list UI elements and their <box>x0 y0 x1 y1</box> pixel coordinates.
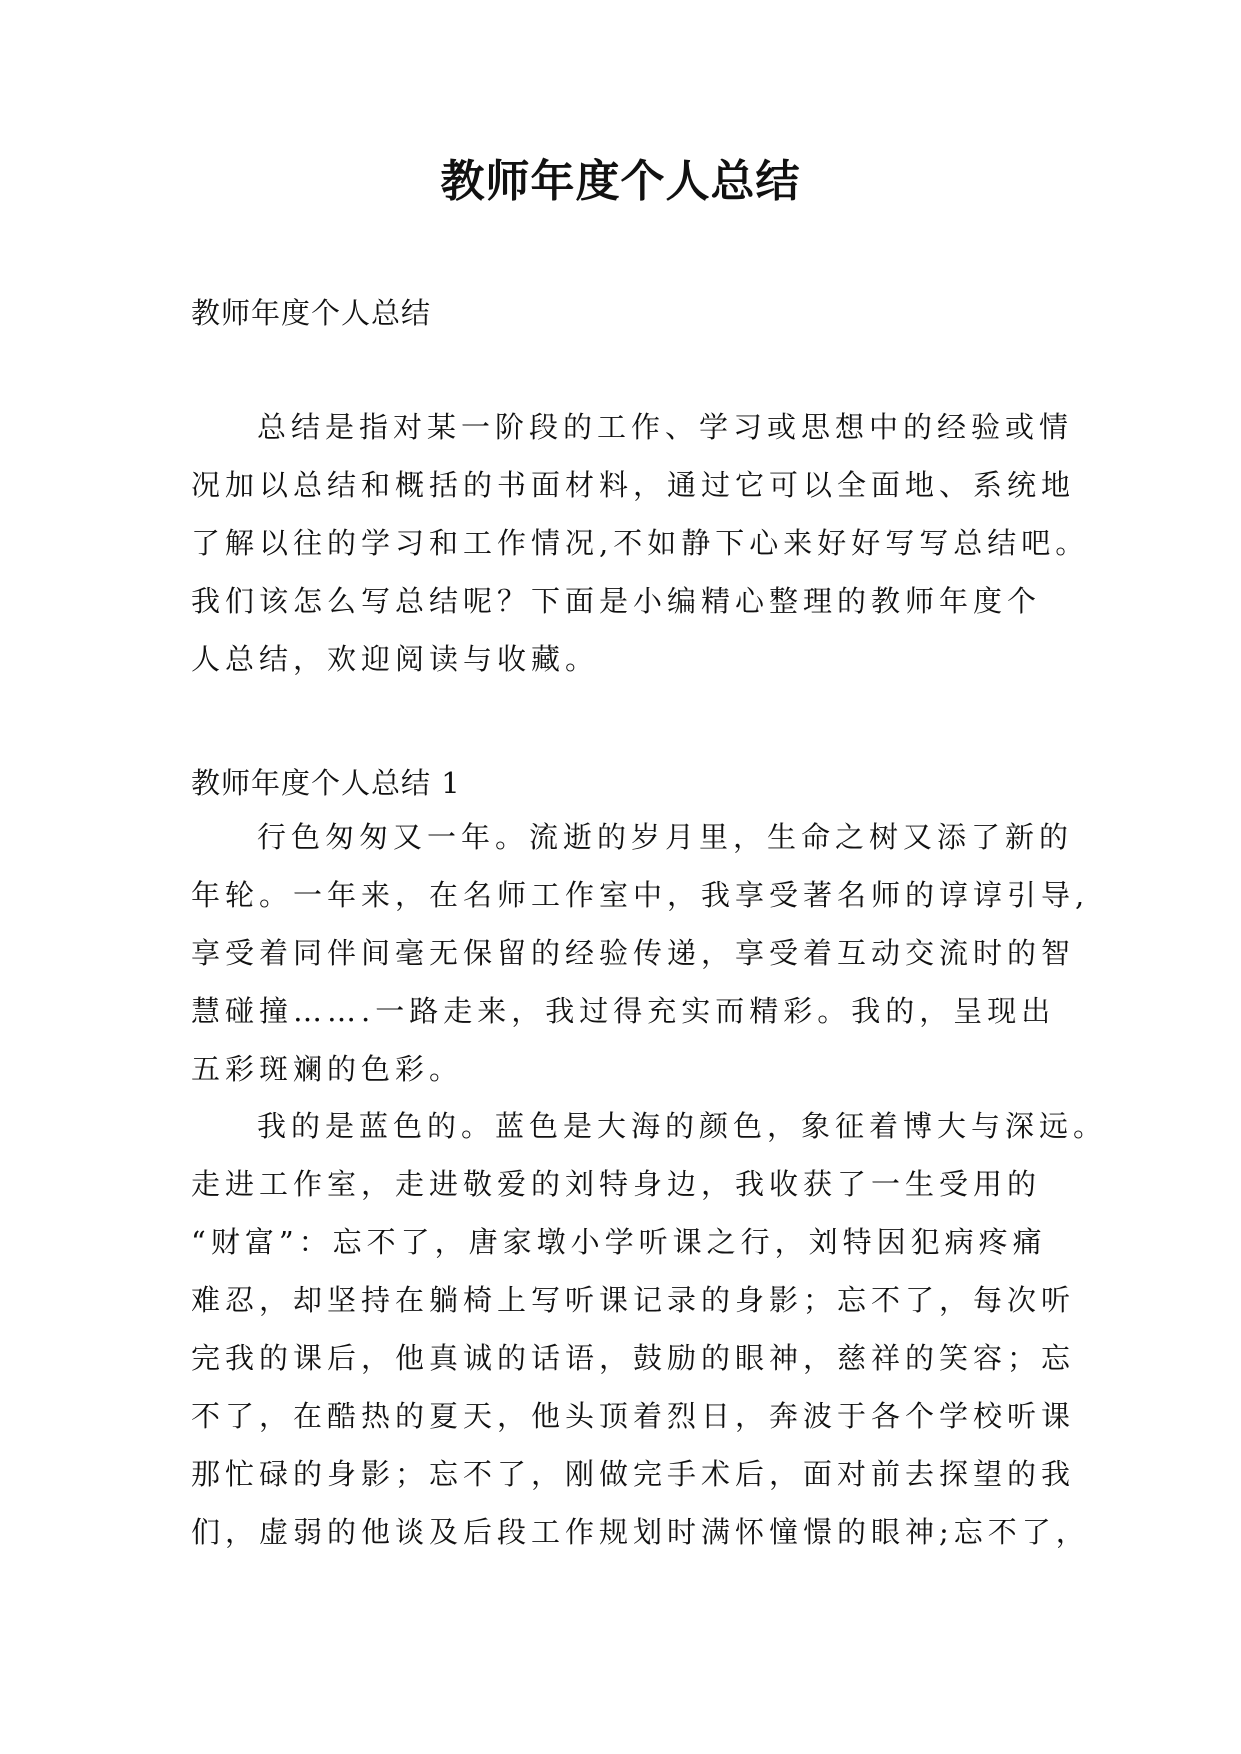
paragraph-line: 不了，在酷热的夏天，他头顶着烈日，奔波于各个学校听课 <box>191 1399 1076 1433</box>
section-heading: 教师年度个人总结 1 <box>191 766 461 800</box>
document-subtitle: 教师年度个人总结 <box>191 296 432 330</box>
paragraph-line: 难忍，却坚持在躺椅上写听课记录的身影；忘不了，每次听 <box>191 1283 1076 1317</box>
paragraph-line: 行色匆匆又一年。流逝的岁月里，生命之树又添了新的 <box>257 820 1074 854</box>
paragraph-line: 走进工作室，走进敬爱的刘特身边，我收获了一生受用的 <box>191 1167 1042 1201</box>
paragraph-line: 我的是蓝色的。蓝色是大海的颜色，象征着博大与深远。 <box>257 1109 1108 1143</box>
intro-line: 我们该怎么写总结呢？下面是小编精心整理的教师年度个 <box>191 584 1042 618</box>
paragraph-line: 那忙碌的身影；忘不了，刚做完手术后，面对前去探望的我 <box>191 1457 1076 1491</box>
paragraph-line: 慧碰撞…….一路走来，我过得充实而精彩。我的，呈现出 <box>191 994 1056 1028</box>
paragraph-line: 享受着同伴间毫无保留的经验传递，享受着互动交流时的智 <box>191 936 1076 970</box>
paragraph-line: 年轮。一年来，在名师工作室中，我享受著名师的谆谆引导, <box>191 878 1090 912</box>
section-paragraph <box>191 808 1090 1098</box>
paragraph-line: “财富”：忘不了，唐家墩小学听课之行，刘特因犯病疼痛 <box>191 1225 1047 1259</box>
intro-line: 总结是指对某一阶段的工作、学习或思想中的经验或情 <box>257 410 1074 444</box>
paragraph-line: 们，虚弱的他谈及后段工作规划时满怀憧憬的眼神;忘不了， <box>191 1515 1090 1549</box>
section-paragraph <box>191 1097 1108 1561</box>
intro-paragraph <box>191 398 1090 688</box>
intro-line: 人总结，欢迎阅读与收藏。 <box>191 642 600 676</box>
paragraph-line: 五彩斑斓的色彩。 <box>191 1052 464 1086</box>
paragraph-line: 完我的课后，他真诚的话语，鼓励的眼神，慈祥的笑容；忘 <box>191 1341 1076 1375</box>
document-title: 教师年度个人总结 <box>440 156 801 207</box>
intro-line: 况加以总结和概括的书面材料，通过它可以全面地、系统地 <box>191 468 1076 502</box>
intro-line: 了解以往的学习和工作情况,不如静下心来好好写写总结吧。 <box>191 526 1090 560</box>
